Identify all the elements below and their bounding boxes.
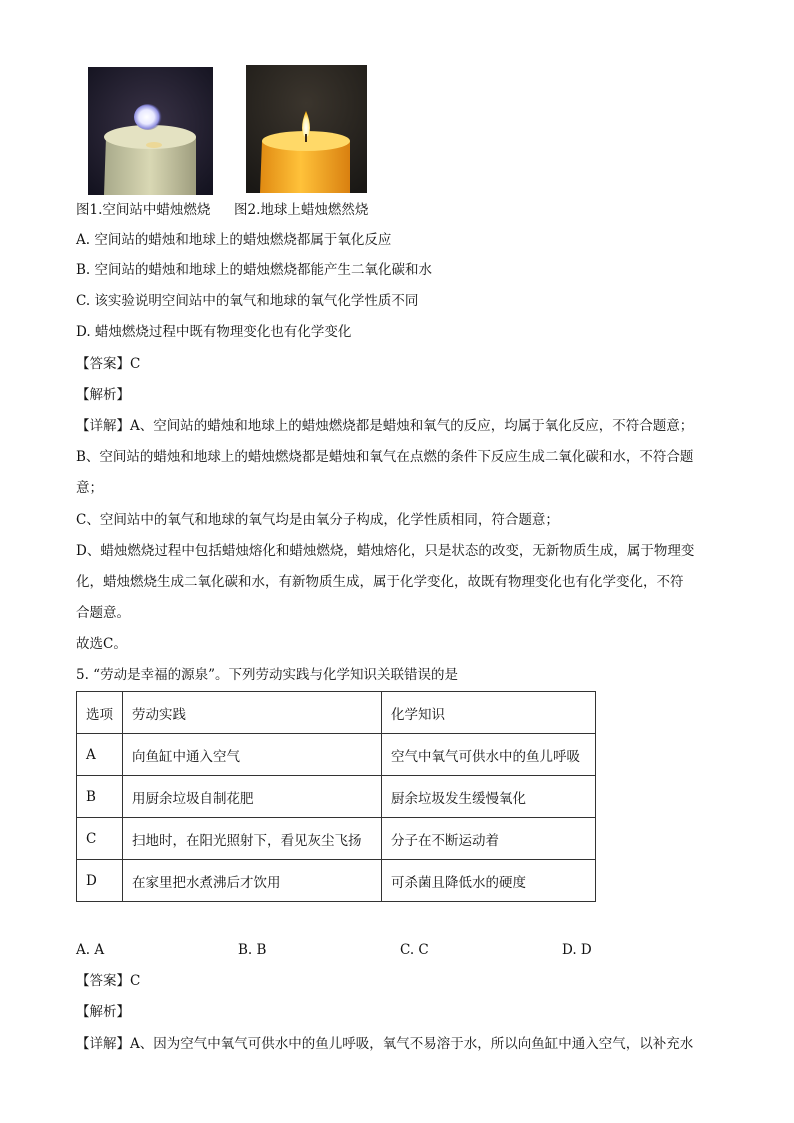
q5-choice-c: C. C [400,942,429,958]
table-cell: 空气中氧气可供水中的鱼儿呼吸 [382,734,596,776]
q4-detail-line: D、蜡烛燃烧过程中包括蜡烛熔化和蜡烛燃烧，蜡烛熔化，只是状态的改变，无新物质生成，属于物理变 [76,543,695,559]
q4-detail-line: 合题意。 [76,605,130,621]
table-cell: B [77,776,123,818]
q4-option-b: B. 空间站的蜡烛和地球上的蜡烛燃烧都能产生二氧化碳和水 [76,262,433,278]
q4-analysis-label: 【解析】 [76,387,130,403]
table-cell: 厨余垃圾发生缓慢氧化 [382,776,596,818]
table-cell: 用厨余垃圾自制花肥 [123,776,382,818]
q5-detail-line: 【详解】A、因为空气中氧气可供水中的鱼儿呼吸，氧气不易溶于水，所以向鱼缸中通入空气，以补充水 [76,1036,694,1052]
q4-detail-line: C、空间站中的氧气和地球的氧气均是由氧分子构成，化学性质相同，符合题意； [76,512,559,528]
table-header-cell: 化学知识 [382,692,596,734]
q4-conclusion: 故选C。 [76,636,127,652]
earth-candle-photo [246,65,367,193]
table-row [77,818,596,860]
table-cell: 可杀菌且降低水的硬度 [382,860,596,902]
table-cell: C [77,818,123,860]
q4-detail-line: 意； [76,480,103,496]
q5-answer: 【答案】C [76,973,141,989]
figure1-caption: 图1.空间站中蜡烛燃烧 [76,202,211,218]
q5-choice-a: A. A [76,942,105,958]
table-cell: A [77,734,123,776]
q4-detail-line: B、空间站的蜡烛和地球上的蜡烛燃烧都是蜡烛和氧气在点燃的条件下反应生成二氧化碳和水，不符合题 [76,449,694,465]
q4-detail-line: 【详解】A、空间站的蜡烛和地球上的蜡烛燃烧都是蜡烛和氧气的反应，均属于氧化反应，不符合题意； [76,418,694,434]
q5-table [76,691,596,902]
q5-choice-b: B. B [238,942,267,958]
space-candle-image [88,67,213,195]
q5-stem: 5. “劳动是幸福的源泉”。下列劳动实践与化学知识关联错误的是 [76,667,458,683]
figure2-caption: 图2.地球上蜡烛燃然烧 [234,202,369,218]
table-row [77,860,596,902]
table-cell: D [77,860,123,902]
table-cell: 在家里把水煮沸后才饮用 [123,860,382,902]
earth-candle-image [246,65,367,193]
table-cell: 扫地时，在阳光照射下，看见灰尘飞扬 [123,818,382,860]
table-header-row [77,692,596,734]
q4-answer: 【答案】C [76,356,141,372]
table-cell: 分子在不断运动着 [382,818,596,860]
table-row [77,776,596,818]
q4-option-d: D. 蜡烛燃烧过程中既有物理变化也有化学变化 [76,324,352,340]
table-header-cell: 劳动实践 [123,692,382,734]
q4-option-a: A. 空间站的蜡烛和地球上的蜡烛燃烧都属于氧化反应 [76,232,392,248]
table-cell: 向鱼缸中通入空气 [123,734,382,776]
q5-choice-d: D. D [562,942,592,958]
q5-analysis-label: 【解析】 [76,1004,130,1020]
table-row [77,734,596,776]
q4-detail-line: 化，蜡烛燃烧生成二氧化碳和水，有新物质生成，属于化学变化，故既有物理变化也有化学变化，不符 [76,574,684,590]
space-station-candle-photo [88,67,213,195]
q4-option-c: C. 该实验说明空间站中的氧气和地球的氧气化学性质不同 [76,293,419,309]
table-header-cell: 选项 [77,692,123,734]
